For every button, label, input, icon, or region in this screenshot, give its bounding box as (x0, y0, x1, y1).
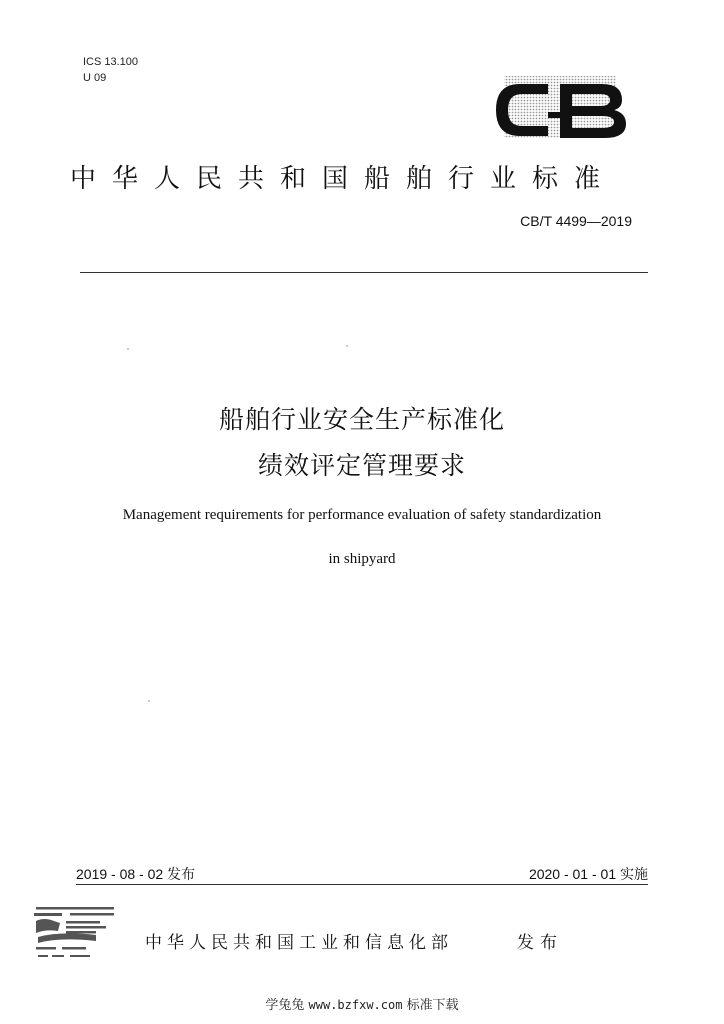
document-title-cn-line2: 绩效评定管理要求 (257, 451, 466, 480)
footer-suffix: 标准下载 (406, 998, 459, 1013)
classification-codes (83, 54, 138, 86)
publish-label: 发布 (517, 933, 563, 953)
ics-code: ICS 13.100 (83, 56, 139, 68)
publisher-name: 中华人民共和国工业和信息化部 (145, 933, 453, 953)
issue-date: 2019 - 08 - 02 发布 (76, 866, 196, 882)
implement-date: 2020 - 01 - 01 实施 (528, 866, 648, 882)
document-title-cn-line1: 船舶行业安全生产标准化 (218, 405, 505, 434)
scan-speck (346, 345, 348, 347)
cb-logo-icon (490, 72, 632, 148)
standard-title: 中华人民共和国船舶行业标准 (70, 164, 617, 194)
footer-site-link[interactable]: www.bzfxw.com (308, 998, 403, 1012)
scan-speck (148, 700, 150, 702)
footer-watermark (0, 994, 724, 1013)
document-title-en-line2: in shipyard (328, 551, 396, 567)
standard-number: CB/T 4499—2019 (520, 213, 632, 229)
document-title-en-line1: Management requirements for performance evaluation of safety standardization (122, 507, 602, 523)
date-bar (76, 864, 648, 885)
ccs-code: U 09 (83, 72, 107, 84)
header-divider (80, 272, 648, 273)
ciitec-seal-icon (30, 905, 130, 967)
footer-prefix: 学兔兔 (265, 998, 305, 1013)
scan-speck (127, 348, 129, 350)
